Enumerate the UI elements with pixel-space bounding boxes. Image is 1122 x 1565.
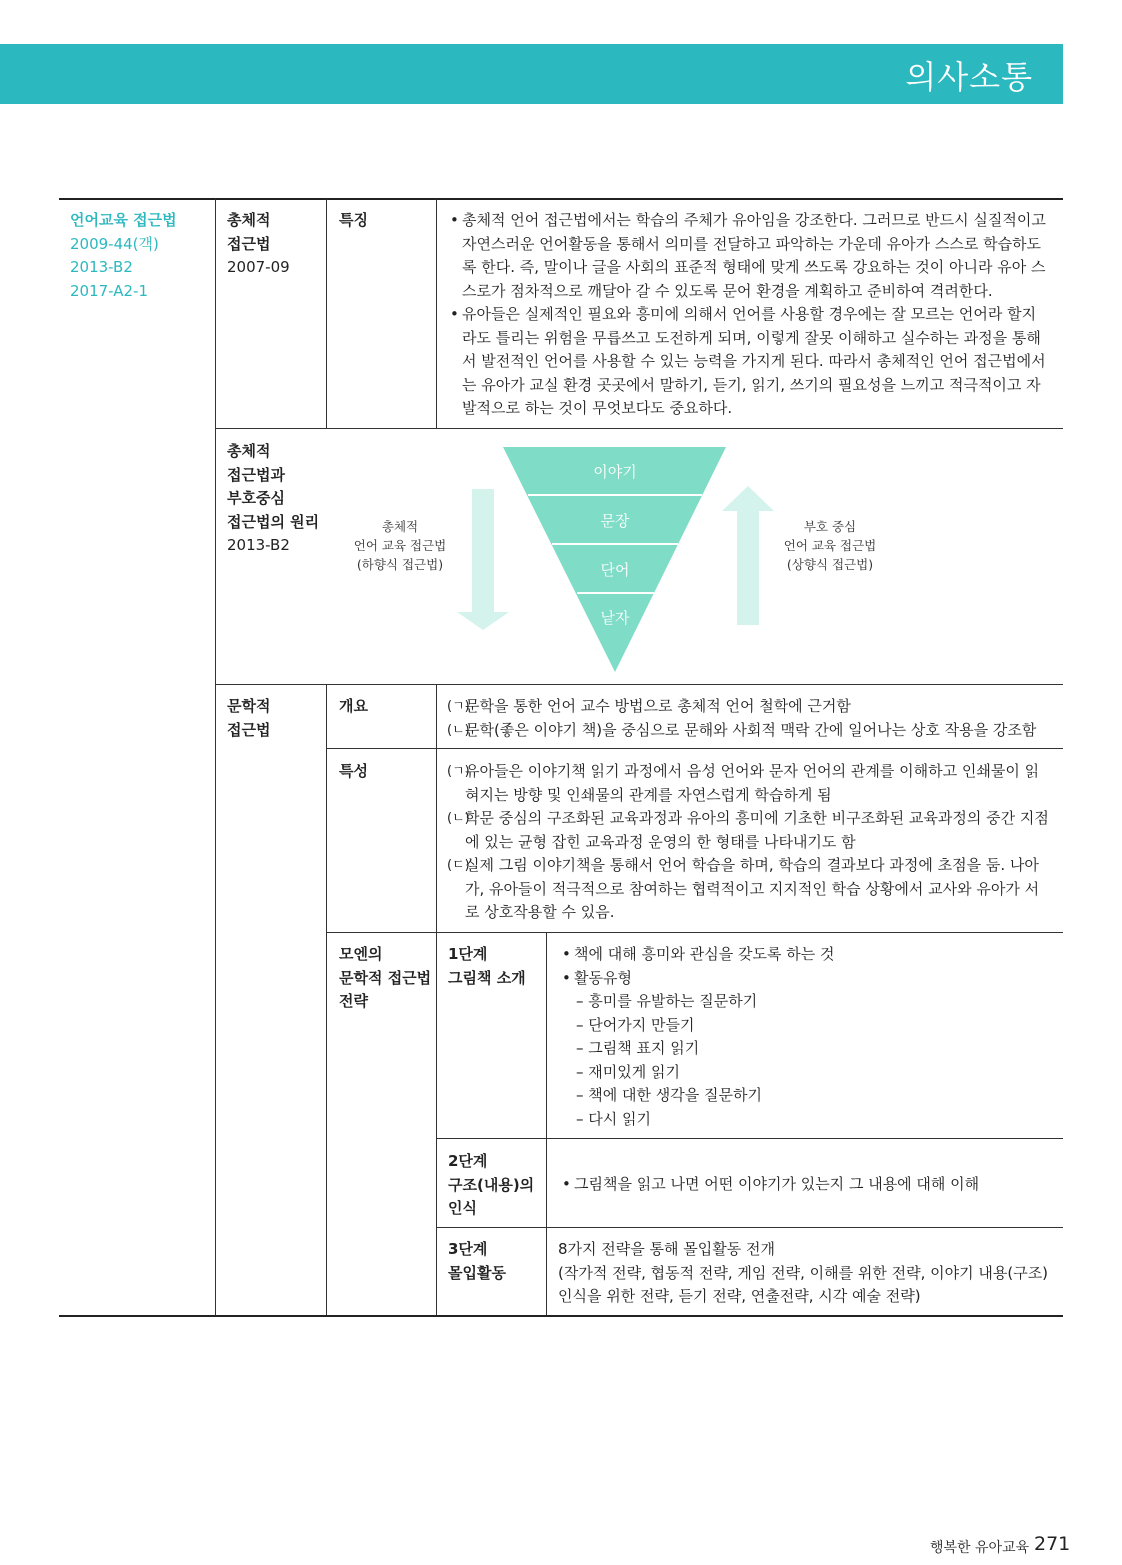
level-sentence: 문장 [600,512,630,530]
column-divider [436,932,437,1315]
list-item: – 그림책 표지 읽기 [576,1039,700,1057]
exam-ref: 2013-B2 [227,536,290,554]
list-item: – 흥미를 유발하는 질문하기 [576,992,758,1010]
bottom-up-label: 부호 중심 언어 교육 접근법 (상향식 접근법) [783,519,877,572]
column-divider [326,684,327,1315]
literary-title: 문학적 접근법 [227,697,271,739]
chapter-header-band [0,44,1063,104]
level-story: 이야기 [593,463,637,481]
overview-label: 개요 [339,697,368,715]
row-divider [436,1227,1063,1228]
stage-2-title: 2단계 구조(내용)의 인식 [448,1152,535,1217]
traits-list [447,760,1052,925]
section-heading [70,209,210,303]
level-word: 단어 [600,561,630,579]
table-bottom-border [59,1315,1063,1317]
chapter-title: 의사소통 [905,58,1033,96]
section-title: 언어교육 접근법 [70,211,177,229]
exam-ref: 2017-A2-1 [70,281,149,300]
column-divider [436,684,437,932]
list-item: – 다시 읽기 [576,1109,652,1128]
stage-3-detail: (작가적 전략, 협동적 전략, 게임 전략, 이해를 위한 전략, 이야기 내용(구조) 인식을 위한 전략, 듣기 전략, 연출전략, 시각 예술 전략) [558,1263,1049,1305]
holistic-title: 총체적 접근법 2007-09 [227,209,322,280]
list-item: – 재미있게 읽기 [576,1062,680,1081]
feature-label: 특징 [339,211,368,229]
column-divider [215,199,216,1315]
strategy-label: 모엔의 문학적 접근법 전략 [339,945,432,1010]
page-number: 271 [1034,1533,1071,1555]
stage-3-text: 8가지 전략을 통해 몰입활동 전개 [558,1240,775,1258]
exam-ref: 2013-B2 [70,258,133,276]
table-top-border [59,198,1063,200]
row-divider [436,1138,1063,1139]
column-divider [546,932,547,1315]
list-item: (ㄴ) 학문 중심의 구조화된 교육과정과 유아의 흥미에 기초한 비구조화된 교육과정의 중간 지점에 있는 균형 잡힌 교육과정 운영의 한 형태를 나타내기도 함 [447,809,1049,851]
exam-ref: 2007-09 [227,258,290,276]
column-divider [326,199,327,428]
exam-ref: 2009-44(객) [70,234,159,253]
holistic-features [450,209,1050,421]
stage-3-content [558,1238,1053,1309]
stage-1-title: 1단계 그림책 소개 [448,945,526,987]
stage-3-title: 3단계 몰입활동 [448,1240,506,1282]
level-letter: 낱자 [600,609,630,627]
list-item: – 책에 대한 생각을 질문하기 [576,1086,762,1104]
list-item: • 책에 대해 흥미와 관심을 갖도록 하는 것 [562,943,1052,967]
row-divider [215,684,1063,685]
top-down-label: 총체적 언어 교육 접근법 (하향식 접근법) [353,519,447,572]
down-arrow-icon [457,489,509,630]
stage-2-content [562,1173,1052,1197]
overview-list [447,695,1052,742]
list-item: • 그림책을 읽고 나면 어떤 이야기가 있는지 그 내용에 대해 이해 [562,1173,1052,1197]
list-item: • 유아들은 실제적인 필요와 흥미에 의해서 언어를 사용할 경우에는 잘 모르는 언어라 할지라도 틀리는 위험을 무릅쓰고 도전하게 되며, 이렇게 잘못 이해하고 실수하는 과정을 통해서 발전적인 언어를 사용할 수 있는 능력을 가지게 된다. 따라서 총체적인 언어 접근법에서는 유아가 교실 환경 곳곳에서 말하기, 듣기, 읽기, 쓰기의 필요성을 느끼고 적극적이고 자발적으로 하는 것이 무엇보다도 중요하다. [450,303,1050,421]
list-item: (ㄷ) 실제 그림 이야기책을 통해서 언어 학습을 하며, 학습의 결과보다 과정에 초점을 둠. 나아가, 유아들이 적극적으로 참여하는 협력적이고 지지적인 학습 상황에서 교사와 유아가 서로 상호작용할 수 있음. [447,856,1040,921]
list-item: (ㄱ) 문학을 통한 언어 교수 방법으로 총체적 언어 철학에 근거함 [447,697,851,715]
up-arrow-icon [722,486,774,625]
book-title: 행복한 유아교육 [930,1540,1030,1556]
list-item: • 총체적 언어 접근법에서는 학습의 주체가 유아임을 강조한다. 그러므로 반드시 실질적이고 자연스러운 언어활동을 통해서 의미를 전달하고 파악하는 가운데 유아가 스스로 학습하도록 한다. 즉, 말이나 글을 사회의 표준적 형태에 맞게 쓰도록 강요하는 것이 아니라 유아 스스로가 점차적으로 깨달아 갈 수 있도록 문어 환경을 계획하고 준비하여 격려한다. [450,209,1050,303]
stage-1-content [562,943,1052,1131]
column-divider [436,199,437,428]
list-item: (ㄴ) 문학(좋은 이야기 책)을 중심으로 문해와 사회적 맥락 간에 일어나는 상호 작용을 강조함 [447,720,1037,739]
list-item: (ㄱ) 유아들은 이야기책 읽기 과정에서 음성 언어와 문자 언어의 관계를 이해하고 인쇄물이 읽혀지는 방향 및 인쇄물의 관계를 자연스럽게 학습하게 됨 [447,762,1040,804]
list-item: – 단어가지 만들기 [576,1015,695,1034]
principle-title: 총체적 접근법과 부호중심 접근법의 원리 2013-B2 [227,440,325,558]
list-item: • 활동유형 [562,967,1052,991]
traits-label: 특성 [339,762,368,780]
